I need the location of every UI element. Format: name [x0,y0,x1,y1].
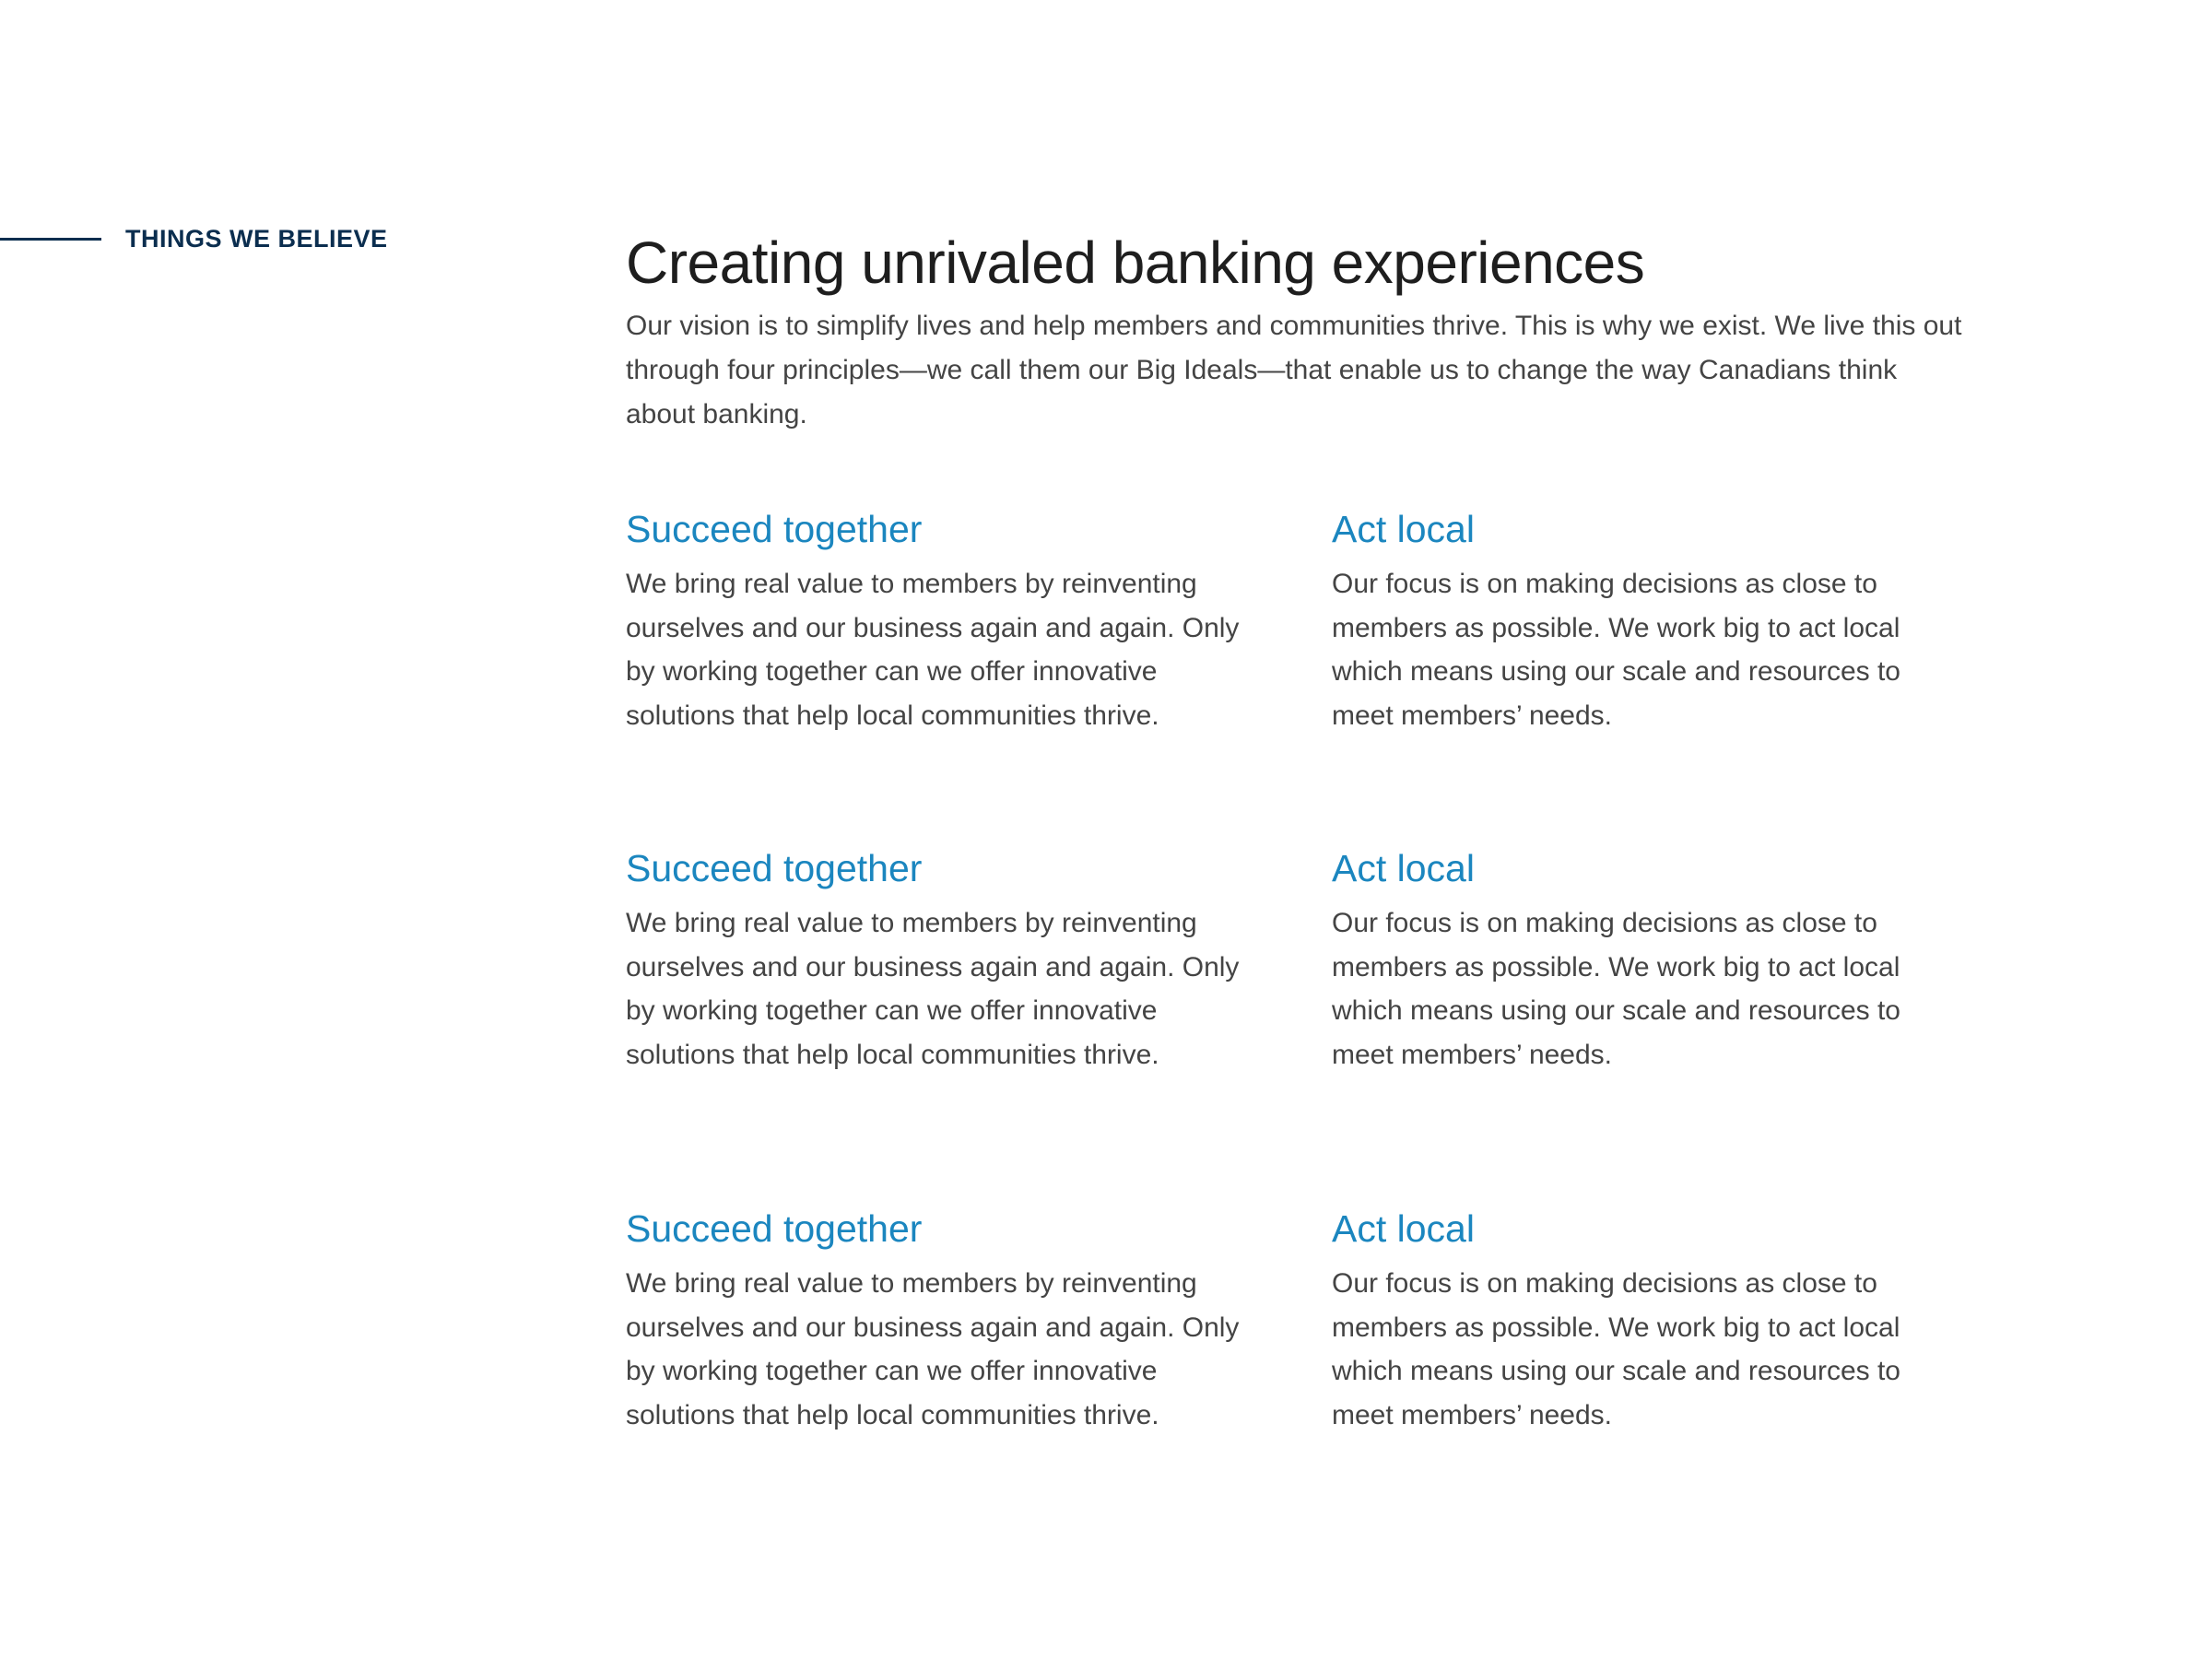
ideal-card-succeed-together [626,842,1271,1077]
ideal-card-act-local [1332,503,1977,737]
ideals-row [626,842,1962,1082]
ideal-description: We bring real value to members by reinventing ourselves and our business again and again. Only by working together can we offer innovative solutions that help local communities thrive. [626,908,1240,1070]
eyebrow-divider-line [0,238,101,241]
ideal-card-succeed-together [626,1203,1271,1437]
page-title: Creating unrivaled banking experiences [626,229,1645,296]
section-eyebrow [0,225,388,253]
ideal-card-act-local [1332,842,1977,1077]
ideal-title: Succeed together [626,847,923,889]
ideal-description: Our focus is on making decisions as close to members as possible. We work big to act local which means using our scale and resources to meet members’ needs. [1332,569,1900,731]
ideal-title: Act local [1332,1207,1475,1250]
ideal-description: Our focus is on making decisions as close to members as possible. We work big to act local which means using our scale and resources to meet members’ needs. [1332,1268,1900,1430]
ideal-title: Succeed together [626,1207,923,1250]
ideal-card-act-local [1332,1203,1977,1437]
ideal-description: We bring real value to members by reinventing ourselves and our business again and again. Only by working together can we offer innovative solutions that help local communities thrive. [626,1268,1240,1430]
intro-paragraph: Our vision is to simplify lives and help members and communities thrive. This is why we exist. We live this out through four principles—we call them our Big Ideals—that enable us to change the way Canadians think about banking. [626,311,1962,429]
ideal-card-succeed-together [626,503,1271,737]
ideals-row [626,503,1962,743]
ideal-title: Act local [1332,508,1475,550]
ideal-description: We bring real value to members by reinventing ourselves and our business again and again. Only by working together can we offer innovative solutions that help local communities thrive. [626,569,1240,731]
ideal-title: Succeed together [626,508,923,550]
eyebrow-label: THINGS WE BELIEVE [125,225,388,253]
intro-section [626,221,1962,437]
ideal-title: Act local [1332,847,1475,889]
ideal-description: Our focus is on making decisions as close to members as possible. We work big to act local which means using our scale and resources to meet members’ needs. [1332,908,1900,1070]
ideals-row [626,1203,1962,1442]
